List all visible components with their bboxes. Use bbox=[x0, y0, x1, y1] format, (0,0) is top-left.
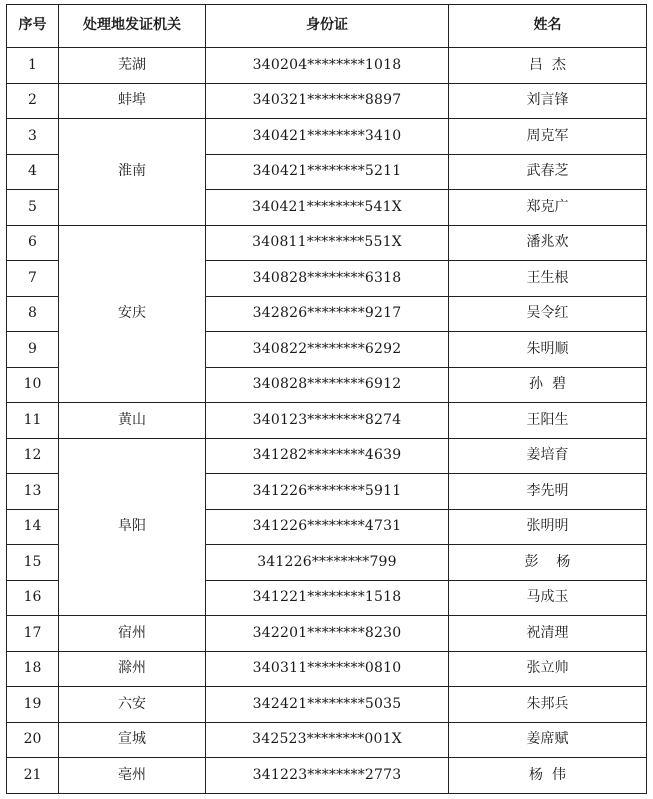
cell-id-number: 341282********4639 bbox=[206, 438, 449, 474]
cell-seq: 3 bbox=[7, 119, 59, 155]
table-row bbox=[7, 48, 647, 84]
cell-id-number: 342523********001X bbox=[206, 722, 449, 758]
cell-id-number: 340311********0810 bbox=[206, 651, 449, 687]
cell-seq: 18 bbox=[7, 651, 59, 687]
cell-seq: 17 bbox=[7, 616, 59, 652]
cell-id-number: 342421********5035 bbox=[206, 687, 449, 723]
cell-seq: 21 bbox=[7, 758, 59, 794]
cell-seq: 9 bbox=[7, 332, 59, 368]
cell-authority: 宿州 bbox=[59, 616, 206, 652]
cell-name: 张立帅 bbox=[449, 651, 647, 687]
cell-name: 朱明顺 bbox=[449, 332, 647, 368]
cell-seq: 5 bbox=[7, 190, 59, 226]
cell-name: 姜席赋 bbox=[449, 722, 647, 758]
cell-seq: 16 bbox=[7, 580, 59, 616]
cell-id-number: 340321********8897 bbox=[206, 83, 449, 119]
cell-seq: 4 bbox=[7, 154, 59, 190]
roster-body bbox=[7, 48, 647, 794]
cell-id-number: 341226********5911 bbox=[206, 474, 449, 510]
table-row bbox=[7, 616, 647, 652]
cell-id-number: 342826********9217 bbox=[206, 296, 449, 332]
table-row bbox=[7, 722, 647, 758]
cell-name: 吴令红 bbox=[449, 296, 647, 332]
cell-id-number: 341221********1518 bbox=[206, 580, 449, 616]
header-id: 身份证 bbox=[206, 5, 449, 48]
cell-name: 朱邦兵 bbox=[449, 687, 647, 723]
cell-seq: 12 bbox=[7, 438, 59, 474]
cell-id-number: 340828********6912 bbox=[206, 367, 449, 403]
cell-name: 姜培育 bbox=[449, 438, 647, 474]
cell-name: 吕 杰 bbox=[449, 48, 647, 84]
table-row bbox=[7, 225, 647, 261]
cell-authority: 六安 bbox=[59, 687, 206, 723]
cell-seq: 7 bbox=[7, 261, 59, 297]
header-seq: 序号 bbox=[7, 5, 59, 48]
table-row bbox=[7, 687, 647, 723]
cell-id-number: 340421********541X bbox=[206, 190, 449, 226]
cell-name: 王阳生 bbox=[449, 403, 647, 439]
cell-name: 马成玉 bbox=[449, 580, 647, 616]
cell-id-number: 340828********6318 bbox=[206, 261, 449, 297]
cell-seq: 13 bbox=[7, 474, 59, 510]
cell-authority: 阜阳 bbox=[59, 438, 206, 616]
cell-id-number: 341226********799 bbox=[206, 545, 449, 581]
cell-name: 郑克广 bbox=[449, 190, 647, 226]
cell-authority: 滁州 bbox=[59, 651, 206, 687]
table-row bbox=[7, 438, 647, 474]
cell-id-number: 340123********8274 bbox=[206, 403, 449, 439]
table-row bbox=[7, 403, 647, 439]
cell-id-number: 341226********4731 bbox=[206, 509, 449, 545]
cell-seq: 6 bbox=[7, 225, 59, 261]
cell-seq: 8 bbox=[7, 296, 59, 332]
cell-name: 李先明 bbox=[449, 474, 647, 510]
cell-id-number: 340204********1018 bbox=[206, 48, 449, 84]
cell-authority: 宣城 bbox=[59, 722, 206, 758]
table-row bbox=[7, 758, 647, 794]
cell-seq: 10 bbox=[7, 367, 59, 403]
table-row bbox=[7, 651, 647, 687]
cell-id-number: 341223********2773 bbox=[206, 758, 449, 794]
cell-name: 孙 碧 bbox=[449, 367, 647, 403]
cell-seq: 2 bbox=[7, 83, 59, 119]
cell-authority: 芜湖 bbox=[59, 48, 206, 84]
cell-seq: 11 bbox=[7, 403, 59, 439]
table-row bbox=[7, 83, 647, 119]
cell-name: 潘兆欢 bbox=[449, 225, 647, 261]
roster-table bbox=[6, 4, 647, 794]
header-name: 姓名 bbox=[449, 5, 647, 48]
cell-seq: 1 bbox=[7, 48, 59, 84]
cell-authority: 安庆 bbox=[59, 225, 206, 403]
cell-name: 刘言锋 bbox=[449, 83, 647, 119]
cell-authority: 黄山 bbox=[59, 403, 206, 439]
cell-id-number: 340811********551X bbox=[206, 225, 449, 261]
cell-id-number: 342201********8230 bbox=[206, 616, 449, 652]
cell-seq: 19 bbox=[7, 687, 59, 723]
cell-seq: 14 bbox=[7, 509, 59, 545]
cell-authority: 亳州 bbox=[59, 758, 206, 794]
header-row bbox=[7, 5, 647, 48]
cell-name: 王生根 bbox=[449, 261, 647, 297]
cell-authority: 蚌埠 bbox=[59, 83, 206, 119]
cell-seq: 15 bbox=[7, 545, 59, 581]
cell-name: 武春芝 bbox=[449, 154, 647, 190]
cell-authority: 淮南 bbox=[59, 119, 206, 226]
cell-name: 周克军 bbox=[449, 119, 647, 155]
cell-seq: 20 bbox=[7, 722, 59, 758]
cell-name: 祝清理 bbox=[449, 616, 647, 652]
cell-id-number: 340421********3410 bbox=[206, 119, 449, 155]
cell-name: 彭 杨 bbox=[449, 545, 647, 581]
table-row bbox=[7, 119, 647, 155]
cell-name: 杨 伟 bbox=[449, 758, 647, 794]
header-authority: 处理地发证机关 bbox=[59, 5, 206, 48]
cell-id-number: 340421********5211 bbox=[206, 154, 449, 190]
cell-name: 张明明 bbox=[449, 509, 647, 545]
cell-id-number: 340822********6292 bbox=[206, 332, 449, 368]
